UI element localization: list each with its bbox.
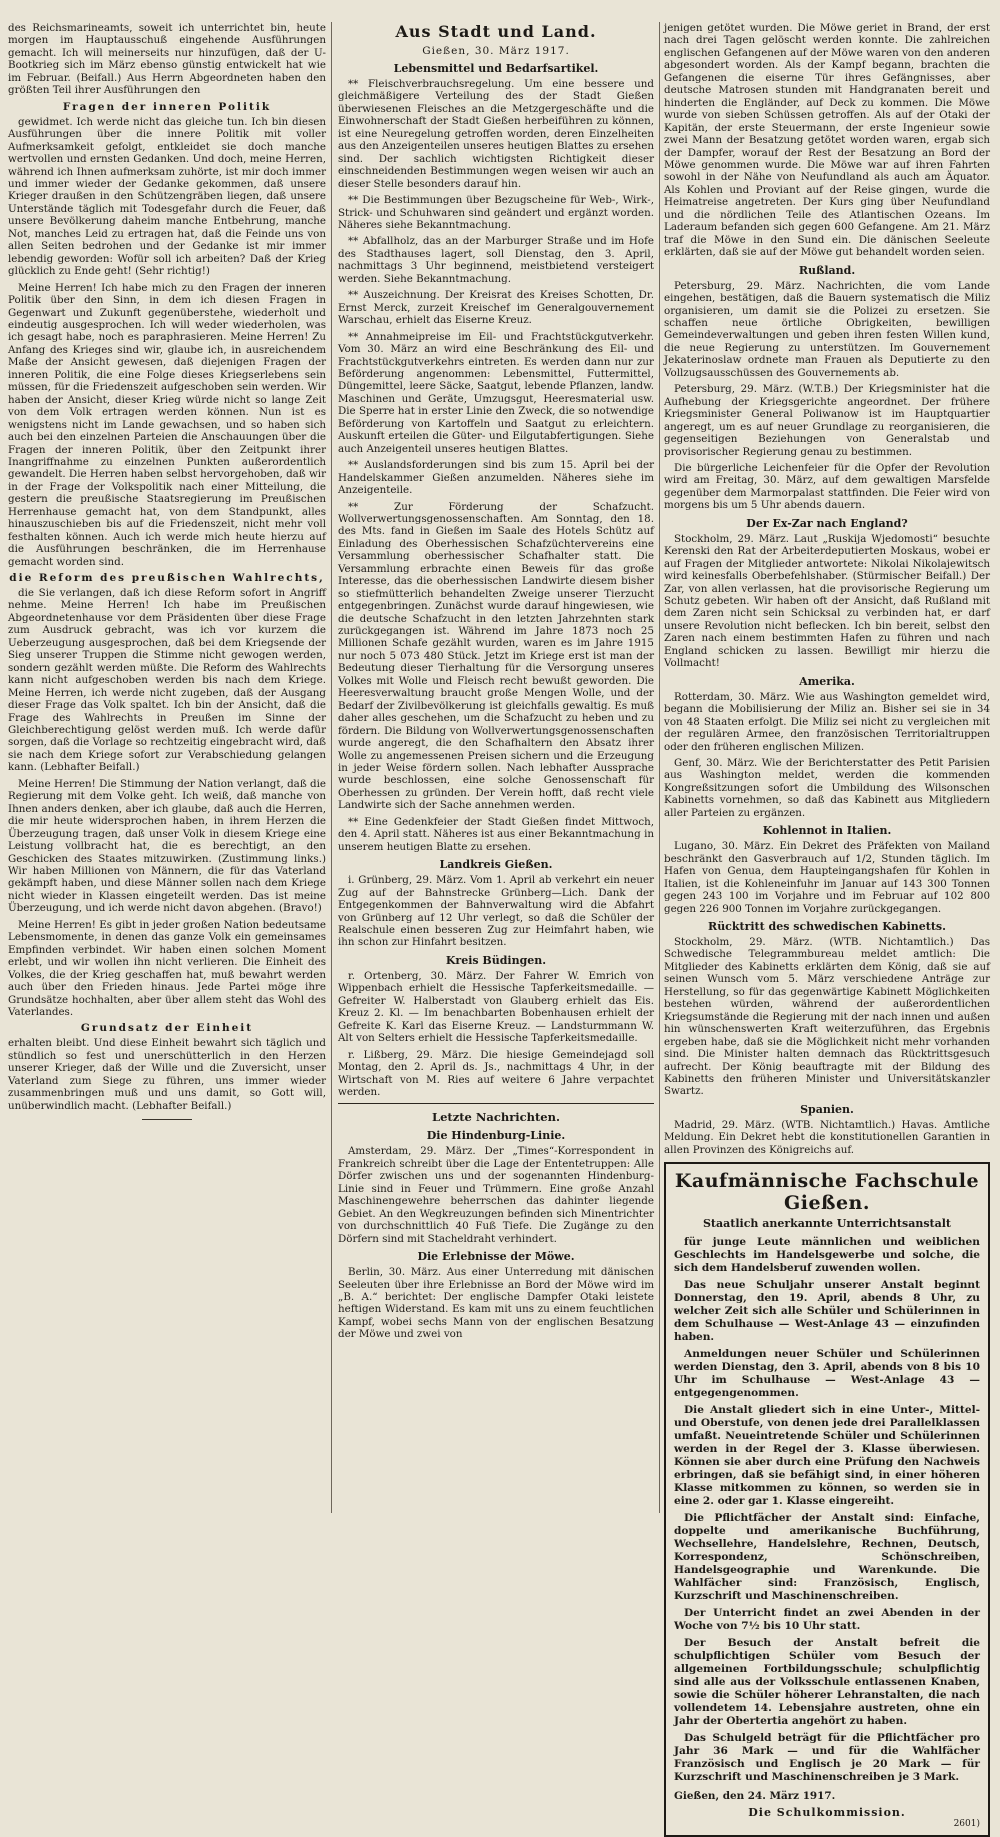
paragraph: die Sie verlangen, daß ich diese Reform sofort in Angriff nehme. Meine Herren! Ich habe im Preußischen Abgeordnetenhause vor dem Präsidenten über diese Frage zum Ausdruck gebracht, was ich vor kurzem die Ueberzeugung ausgesprochen, daß bei dem Kriegsende der Sieg unserer Truppen die Stimme nicht gewogen werden, sondern gezählt werden müßte. Die Reform des Wahlrechts kann nicht aufgeschoben werden bis nach dem Kriege. Meine Herren, ich werde nicht zugeben, daß der Ausgang dieser Frage das Volk spaltet. Ich bin der Ansicht, daß die Frage des Wahlrechts in Preußen im Sinne der Gleichberechtigung gelöst werden muß. Ich werde dafür sorgen, daß die Vorlage so rechtzeitig eingebracht wird, daß sie nach dem Kriege sofort zur Verabschiedung gelangen kann. (Lebhafter Beifall.) — [8, 587, 326, 774]
paragraph: Das neue Schuljahr unserer Anstalt beginnt Donnerstag, den 19. April, abends 8 Uhr, zu welcher Zeit sich alle Schüler und Schülerinnen in dem Schulhause — West-Anlage 43 — einzufinden haben. — [674, 1279, 980, 1344]
section-heading: Spanien. — [800, 1102, 854, 1116]
paragraph: Meine Herren! Ich habe mich zu den Fragen der inneren Politik über den Sinn, in dem ich diesen Fragen in Gegenwart und Zukunft gegenüberstehe, wiederholt und eindeutig ausgesprochen. Ich will weder wiederholen, was ich gesagt habe, noch es paraphrasieren. Meine Herren! Zu Anfang des Krieges sind wir, glaube ich, in ausreichendem Maße der Ansicht gewesen, daß diejenigen Fragen der inneren Politik, die eine Folge dieses Kriegserlebens sein müssen, für die Friedenszeit aufgeschoben sein werden. Wir haben der Ansicht, dieser Krieg würde nicht so lange Zeit von dem Volk ertragen werden können. Nun ist es wenigstens nicht im Lande gewachsen, und so haben sich auch bei den einzelnen Parteien die Anschauungen über die Fragen der inneren Politik, über den Zeitpunkt ihrer Inangriffnahme zu einzelnen Punkten außerordentlich gewandelt. Die Herren haben selbst hervorgehoben, daß wir in der Frage der Volkspolitik nach einer Mitteilung, die gestern die preußische Staatsregierung im Preußischen Herrenhause gemacht hat, von dem Standpunkt, alles hinauszuschieben bis auf die Friedenszeit, nicht mehr voll festhalten können. Auch ich werde mich heute hierzu auf die Ausführungen beschränken, die im Herrenhause gemacht worden sind. — [8, 281, 326, 568]
paragraph: Der Besuch der Anstalt befreit die schulpflichtigen Schüler vom Besuch der allgemeinen Fortbildungsschule; schulpflichtig sind alle aus der Volksschule entlassenen Knaben, sowie die Schüler höherer Lehranstalten, die nach vollendetem 14. Lebensjahre austreten, ohne ein Jahr der Obertertia angehört zu haben. — [674, 1637, 980, 1728]
section-masthead: Aus Stadt und Land. — [395, 22, 597, 41]
dateline: Gießen, 30. März 1917. — [422, 45, 570, 57]
paragraph: ** Fleischverbrauchsregelung. Um eine bessere und gleichmäßigere Verteilung des der Stadt Gießen überwiesenen Fleisches an die Metzgergeschäfte und die Einwohnerschaft der Stadt Gießen herbeiführen zu können, ist eine Neuregelung getroffen worden, deren Einzelheiten aus den Anzeigenteilen unseres heutigen Blattes zu ersehen sind. Der sachlich wichtigsten Richtigkeit dieser einschneidenden Bestimmungen wegen weisen wir auch an dieser Stelle besonders darauf hin. — [338, 78, 654, 190]
paragraph: Berlin, 30. März. Aus einer Unterredung mit dänischen Seeleuten über ihre Erlebnisse an Bord der Möwe wird im „B. A.“ berichtet: Der englische Dampfer Otaki leistete heftigen Widerstand. Es kam mit uns zu einem feuchtlichen Kampf, wobei sechs Mann von der englischen Besatzung der Möwe und zwei von — [338, 1266, 654, 1341]
section-heading: Rußland. — [798, 263, 856, 277]
paragraph: des Reichsmarineamts, soweit ich unterrichtet bin, heute morgen im Hauptausschuß eingehende Ausführungen gemacht. Ich will meinerseits nur hinzufügen, daß der U-Bootkrieg sich im März ebenso günstig entwickelt hat wie im Februar. (Beifall.) Aus Herrn Abgeordneten haben den größten Teil ihrer Ausführungen den — [8, 22, 326, 97]
column-rule — [659, 22, 660, 1513]
paragraph: ** Die Bestimmungen über Bezugscheine für Web-, Wirk-, Strick- und Schuhwaren sind geändert und ergänzt worden. Näheres siehe Bekanntmachung. — [338, 194, 654, 231]
divider — [338, 1103, 654, 1104]
paragraph: Stockholm, 29. März. (WTB. Nichtamtlich.) Das Schwedische Telegrammbureau meldet amtlich: Die Mitglieder des Kabinetts erklärten dem König, daß sie auf seinen Wunsch vom 5. März verschiedene Anträge zur Herstellung, so für das gegenwärtige Kabinett Möglichkeiten bestehen würden, während der außerordentlichen Kriegsumstände die Regierung mit der nach innen und außen hin wünschenswerten Kraft weiterzuführen, das Ergebnis ergeben habe, daß sie die Möglichkeit nicht mehr vorhanden sind. Die Minister halten demnach das Rücktrittsgesuch aufrecht. Der König beauftragte mit der Bildung des Kabinetts den früheren Minister und Universitätskanzler Swartz. — [664, 936, 990, 1098]
section-heading: Der Ex-Zar nach England? — [746, 516, 908, 530]
paragraph: Lugano, 30. März. Ein Dekret des Präfekten von Mailand beschränkt den Gasverbrauch auf 1/2, Stunden täglich. Im Hafen von Genua, dem Haupteingangshafen für Kohlen in Italien, ist die Kohleneinfuhr im Januar auf 143 300 Tonnen gegen 243 100 im Vorjahre und im Februar auf 102 800 gegen 226 900 Tonnen im Vorjahre zurückgegangen. — [664, 840, 990, 915]
paragraph: Petersburg, 29. März. Nachrichten, die vom Lande eingehen, bestätigen, daß die Bauern systematisch die Miliz organisieren, um damit sie die Polizei zu ersetzen. Sie schaffen neue örtliche Obrigkeiten, bewilligen Gemeindeverwaltungen und geben ihren festen Willen kund, die neue Regierung zu unterstützen. Im Gouvernement Jekaterinoslaw ordnete man Frauen als Deputierte zu den Vollzugsausschüssen des Gouvernements ab. — [664, 279, 990, 379]
divider — [142, 1119, 192, 1120]
paragraph: ** Abfallholz, das an der Marburger Straße und im Hofe des Stadthauses lagert, soll Dienstag, den 3. April, nachmittags 3 Uhr beginnend, meistbietend versteigert werden. Siehe Bekanntmachung. — [338, 235, 654, 285]
paragraph: r. Ortenberg, 30. März. Der Fahrer W. Emrich von Wippenbach erhielt die Hessische Tapferkeitsmedaille. — Gefreiter W. Halberstadt von Glauberg erhielt das Eis. Kreuz 2. Kl. — Im benachbarten Bobenhausen erhielt der Gefreite K. Karl das Eiserne Kreuz. — Landsturmmann W. Alt von Selters erhielt die Hessische Tapferkeitsmedaille. — [338, 969, 654, 1045]
paragraph: Madrid, 29. März. (WTB. Nichtamtlich.) Havas. Amtliche Meldung. Ein Dekret hebt die konstitutionellen Garantien in allen Provinzen des Königreichs auf. — [664, 1118, 990, 1156]
paragraph: r. Lißberg, 29. März. Die hiesige Gemeindejagd soll Montag, den 2. April ds. Js., nachmittags 4 Uhr, in der Wirtschaft von M. Ries auf weitere 6 Jahre verpachtet werden. — [338, 1048, 654, 1098]
column-right — [664, 22, 990, 1830]
ad-footer — [674, 1790, 980, 1802]
section-heading: Kreis Büdingen. — [445, 953, 547, 967]
section-heading: Landkreis Gießen. — [439, 858, 553, 872]
section-heading: Kohlennot in Italien. — [762, 824, 892, 838]
subheading: die Reform des preußischen Wahlrechts, — [9, 572, 325, 585]
section-heading: Letzte Nachrichten. — [432, 1110, 560, 1125]
paragraph: Amsterdam, 29. März. Der „Times“-Korrespondent in Frankreich schreibt über die Lage der Ententetruppen: Alle Dörfer zwischen uns und der sogenannten Hindenburg-Linie sind in Feuer und Trümmern. Eine große Anzahl Maschinengewehre beherrschen das dahinter liegende Gebiet. An den Wegkreuzungen befinden sich Minentrichter von durchschnittlich 40 Fuß Tiefe. Die Zugänge zu den Dörfern sind mit Stacheldraht verhindert. — [338, 1145, 654, 1245]
section-heading: Lebensmittel und Bedarfsartikel. — [393, 62, 599, 75]
column-left — [8, 22, 326, 1521]
paragraph: Stockholm, 29. März. Laut „Ruskija Wjedomosti“ besuchte Kerenski den Rat der Arbeiterdeputierten Moskaus, wobei er auf Fragen der Mitglieder antwortete: Nikolai Nikolajewitsch wird keinesfalls Oberbefehlshaber. (Stürmischer Beifall.) Der Zar, von allen verlassen, hat die provisorische Regierung um Schutz gebeten. Wir haben oft der Ansicht, daß Rußland mit dem Zaren nicht sein Schicksal zu verbinden hat, er darf unsere Revolution nicht beflecken. Ich bin bereit, selbst den Zaren nach einem bestimmten Hafen zu führen und nach England schicken zu lassen. Bewilligt mir hierzu die Vollmacht! — [664, 532, 990, 670]
paragraph: Petersburg, 29. März. (W.T.B.) Der Kriegsminister hat die Aufhebung der Kriegsgerichte angeordnet. Der frühere Kriegsminister General Poliwanow ist im Hauptquartier angeregt, um es auf neuer Grundlage zu reorganisieren, die gegenseitigen Beziehungen von Generalstab und provisorischer Regierung genau zu bestimmen. — [664, 383, 990, 458]
section-heading: Rücktritt des schwedischen Kabinetts. — [708, 920, 946, 933]
advertisement-box — [664, 1162, 990, 1837]
ad-number: 2601) — [953, 1819, 980, 1830]
paragraph: erhalten bleibt. Und diese Einheit bewahrt sich täglich und stündlich so fest und unerschütterlich in den Herzen unserer Krieger, daß der Wille und die Zuversicht, unser Vaterland zum Siege zu führen, uns immer wieder zusammenbringen muß und uns damit, so Gott will, unüberwindlich macht. (Lebhafter Beifall.) — [8, 1037, 326, 1112]
paragraph: Die Pflichtfächer der Anstalt sind: Einfache, doppelte und amerikanische Buchführung, Wechsellehre, Handelslehre, Rechnen, Deutsch, Korrespondenz, Schönschreiben, Handelsgeographie und Warenkunde. Die Wahlfächer sind: Französisch, Englisch, Kurzschrift und Maschinenschreiben. — [674, 1512, 980, 1603]
paragraph: ** Auszeichnung. Der Kreisrat des Kreises Schotten, Dr. Ernst Merck, zurzeit Kreischef im Generalgouvernement Warschau, erhielt das Eiserne Kreuz. — [338, 289, 654, 327]
subheading: Grundsatz der Einheit — [80, 1022, 254, 1035]
paragraph: Die bürgerliche Leichenfeier für die Opfer der Revolution wird am Freitag, 30. März, auf dem gewaltigen Marsfelde gegenüber dem Marmorpalast stattfinden. Die Feier wird von morgens bis um 5 Uhr abends dauern. — [664, 461, 990, 512]
subheading: Die Hindenburg-Linie. — [426, 1129, 566, 1143]
paragraph: ** Eine Gedenkfeier der Stadt Gießen findet Mittwoch, den 4. April statt. Näheres ist aus einer Bekanntmachung in unserem heutigen Blatte zu ersehen. — [338, 815, 654, 853]
subheading: Die Erlebnisse der Möwe. — [417, 1250, 575, 1264]
paragraph: Das Schulgeld beträgt für die Pflichtfächer pro Jahr 36 Mark — und für die Wahlfächer Französisch und Englisch je 20 Mark — für Kurzschrift und Maschinenschreiben je 3 Mark. — [674, 1732, 980, 1784]
column-middle — [338, 22, 654, 1521]
ad-subtitle: Staatlich anerkannte Unterrichtsanstalt — [702, 1217, 951, 1231]
paragraph: ** Auslandsforderungen sind bis zum 15. April bei der Handelskammer Gießen anzumelden. Näheres siehe im Anzeigenteile. — [338, 459, 654, 497]
paragraph: ** Annahmeipreise im Eil- und Frachtstückgutverkehr. Vom 30. März an wird eine Beschränkung des Eil- und Frachtstückgutverkehrs eintreten. Es werden dann nur zur Beförderung angenommen: Lebensmittel, Futtermittel, Düngemittel, leere Säcke, Saatgut, lebende Pflanzen, landw. Maschinen und Geräte, Umzugsgut, Heeresmaterial usw. Die Sperre hat in erster Linie den Zweck, die so notwendige Beförderung von Kartoffeln und Saatgut zu erleichtern. Auskunft erteilen die Güter- und Eilgutabfertigungen. Siehe auch Anzeigenteil unseres heutigen Blattes. — [338, 330, 654, 455]
paragraph: Die Anstalt gliedert sich in eine Unter-, Mittel- und Oberstufe, von denen jede drei Parallelklassen umfaßt. Neueintretende Schüler und Schülerinnen werden in der Regel der 3. Klasse überwiesen. Können sie aber durch eine Prüfung den Nachweis erbringen, daß sie befähigt sind, in einer höheren Klasse mitkommen zu können, so werden sie in eine 2. oder gar 1. Klasse eingereiht. — [674, 1404, 980, 1508]
ad-signature: Die Schulkommission. — [748, 1806, 906, 1820]
paragraph: Genf, 30. März. Wie der Berichterstatter des Petit Parisien aus Washington meldet, werden die kommenden Kongreßsitzungen sofort die Umbildung des Wilsonschen Kabinetts vornehmen, so daß das Kabinett aus Mitgliedern aller Parteien zu ergänzen. — [664, 757, 990, 819]
ad-title: Kaufmännische Fachschule Gießen. — [674, 1170, 980, 1215]
paragraph: Rotterdam, 30. März. Wie aus Washington gemeldet wird, begann die Mobilisierung der Miliz an. Bisher sei sie in 34 von 48 Staaten erfolgt. Die Miliz sei nicht zu vergleichen mit der regulären Armee, den französischen Territorialtruppen oder den früheren englischen Milizen. — [664, 690, 990, 753]
paragraph: Meine Herren! Die Stimmung der Nation verlangt, daß die Regierung mit dem Volke geht. Ich weiß, daß manche von Ihnen anders denken, aber ich glaube, daß auch die Herren, die mir heute widersprochen haben, in ihrem Herzen die Überzeugung tragen, daß unser Volk in diesem Kriege eine Leistung vollbracht hat, die es berechtigt, an den Geschicken des Staates mitzuwirken. (Zustimmung links.) Wir haben Millionen von Männern, die für das Vaterland gekämpft haben, und diese Männer sollen nach dem Kriege nicht wieder in Klassen eingeteilt werden. Das ist meine Überzeugung, und ich werde nicht davon abgehen. (Bravo!) — [8, 777, 326, 915]
paragraph: gewidmet. Ich werde nicht das gleiche tun. Ich bin diesen Ausführungen über die innere Politik mit voller Aufmerksamkeit gefolgt, entkleidet sie doch manche wertvollen und ernsten Gedanken. Und doch, meine Herren, während ich Ihnen aufmerksam zuhörte, ist mir doch immer und immer wieder der Gedanke gekommen, daß unsere Krieger draußen in den Schützengräben liegen, daß unsere Unterstände täglich mit Todesgefahr durch die Feuer, daß unsere Bevölkerung daheim manche Entbehrung, manche Not, manches Leid zu ertragen hat, daß die Feinde uns von allen Seiten bedrohen und der Gedanke ist mir immer lebendig geworden: Wofür soll ich arbeiten? Daß der Krieg glücklich zu Ende geht! (Sehr richtig!) — [8, 115, 326, 278]
paragraph: jenigen getötet wurden. Die Möwe geriet in Brand, der erst nach drei Tagen gelöscht werden konnte. Die zahlreichen englischen Gefangenen auf der Möwe waren von den anderen abgesondert worden. Als der Kampf begann, brachten die Gefangenen die eiserne Tür ihres Gefängnisses, aber deutsche Matrosen stunden mit Handgranaten bereit und hinderten die Engländer, auf Deck zu kommen. Die Möwe wurde von sieben Schüssen getroffen. Als auf der Otaki der Kapitän, der erste Steuermann, der erste Ingenieur sowie zwei Mann der Besatzung getötet worden waren, ergab sich der Dampfer, worauf der Rest der Besatzung an Bord der Möwe genommen wurde. Die Möwe war auf ihren Fahrten sowohl in der Nähe von Neufundland als auch am Äquator. Als Kohlen und Proviant auf der Reise gingen, wurde die Heimatreise angetreten. Der Kurs ging über Neufundland und die nördlichen Teile des Atlantischen Ozeans. Im Laderaum befanden sich gegen 600 Gefangene. Am 21. März traf die Möwe in den Sund ein. Die dänischen Seeleute erklärten, daß sie auf der Möwe gut behandelt worden seien. — [664, 22, 990, 259]
ad-date: Gießen, den 24. März 1917. — [674, 1790, 836, 1803]
paragraph: Meine Herren! Es gibt in jeder großen Nation bedeutsame Lebensmomente, in denen das ganze Volk ein gemeinsames Empfinden verbindet. Wir haben einen solchen Moment erlebt, und wir wollen ihn nicht verlieren. Die Einheit des Volkes, die der Krieg geschaffen hat, muß bewahrt werden auch über den Frieden hinaus. Jede Partei möge ihre Grundsätze hochhalten, aber über allem steht das Wohl des Vaterlandes. — [8, 918, 326, 1018]
paragraph: Anmeldungen neuer Schüler und Schülerinnen werden Dienstag, den 3. April, abends von 8 bis 10 Uhr im Schulhause — West-Anlage 43 — entgegengenommen. — [674, 1348, 980, 1400]
paragraph: i. Grünberg, 29. März. Vom 1. April ab verkehrt ein neuer Zug auf der Bahnstrecke Grünberg—Lich. Dank der Entgegenkommen der Bahnverwaltung wird die Abfahrt von Grünberg auf 12 Uhr verlegt, so daß die Schüler der Realschule einen besseren Zug zur Heimfahrt haben, wie ihn schon zur Hinfahrt besitzen. — [338, 874, 654, 949]
paragraph: ** Zur Förderung der Schafzucht. Wollverwertungsgenossenschaften. Am Sonntag, den 18. des Mts. fand in Gießen im Saale des Hotels Schütz auf Einladung des Oberhessischen Schafzüchtervereins eine Versammlung oberhessischer Schafhalter statt. Die Versammlung erbrachte einen Beweis für das große Interesse, das die oberhessischen Landwirte diesem bisher so stiefmütterlich behandelten Zweige unserer Tierzucht entgegenbringen. Zunächst wurde darauf hingewiesen, wie die deutsche Schafzucht in den letzten Jahrzehnten stark zurückgegangen ist. Während im Jahre 1873 noch 25 Millionen Schafe gezählt wurden, waren es im Jahre 1915 nur noch 5 073 480 Stück. Jetzt im Kriege erst ist man der Bedeutung dieser Tierhaltung für die Versorgung unseres Volkes mit Wolle und Fleisch recht bewußt geworden. Die Heeresverwaltung braucht große Mengen Wolle, und der Bedarf der Zivilbevölkerung ist gleichfalls gewaltig. Es muß daher alles geschehen, um die Schafzucht zu heben und zu fördern. Die Bildung von Wollverwertungsgenossenschaften wurde angeregt, die den Schafhaltern den Absatz ihrer Wolle zu angemessenen Preisen sichern und die Erzeugung in jeder Weise fördern sollen. Nach lebhafter Aussprache wurde beschlossen, eine solche Genossenschaft für Oberhessen zu gründen. Der Verein hofft, daß recht viele Landwirte sich der Sache annehmen werden. — [338, 500, 654, 812]
section-heading: Amerika. — [799, 674, 855, 688]
paragraph: Der Unterricht findet an zwei Abenden in der Woche von 7½ bis 10 Uhr statt. — [674, 1607, 980, 1633]
column-rule — [331, 22, 332, 1513]
subheading: Fragen der inneren Politik — [62, 100, 272, 113]
paragraph: für junge Leute männlichen und weiblichen Geschlechts im Handelsgewerbe und solche, die sich dem Handelsberuf zuwenden wollen. — [674, 1236, 980, 1275]
